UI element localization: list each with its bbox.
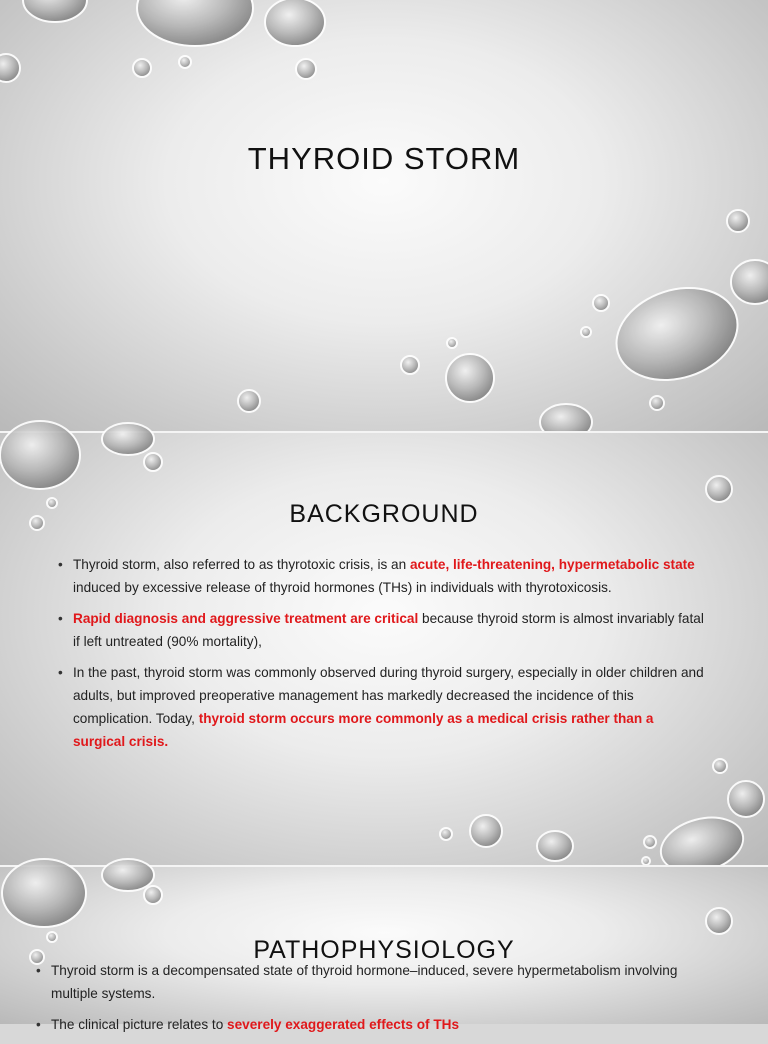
bullet-item: • The clinical picture relates to severely exaggerated effects of THs: [36, 1013, 716, 1036]
slide-pathophysiology: [0, 865, 768, 1032]
bullet-item: • Rapid diagnosis and aggressive treatment are critical because thyroid storm is almost invariably fatal if left untreated (90% mortality),: [58, 607, 708, 653]
pathophysiology-bullet-list: [36, 959, 716, 1044]
bullet-item: • Thyroid storm, also referred to as thyrotoxic crisis, is an acute, life-threatening, hypermetabolic state induced by excessive release of thyroid hormones (THs) in individuals with thyrotoxicosis.: [58, 553, 708, 599]
pathophysiology-heading: PATHOPHYSIOLOGY: [253, 935, 515, 964]
background-bullet-list: [58, 553, 708, 761]
bullet-item: • Thyroid storm is a decompensated state of thyroid hormone–induced, severe hypermetabolism involving multiple systems.: [36, 959, 716, 1005]
slide-title: [0, 0, 768, 431]
water-drops-decoration: [0, 0, 768, 431]
background-heading: BACKGROUND: [289, 499, 479, 528]
slide-title-heading: THYROID STORM: [247, 140, 521, 176]
bullet-item: • In the past, thyroid storm was commonly observed during thyroid surgery, especially in older children and adults, but improved preoperative management has markedly decreased the incidence of this complication. Today, thyroid storm occurs more commonly as a medical crisis rather than a surgical crisis.: [58, 661, 708, 753]
slide-background: [0, 431, 768, 865]
